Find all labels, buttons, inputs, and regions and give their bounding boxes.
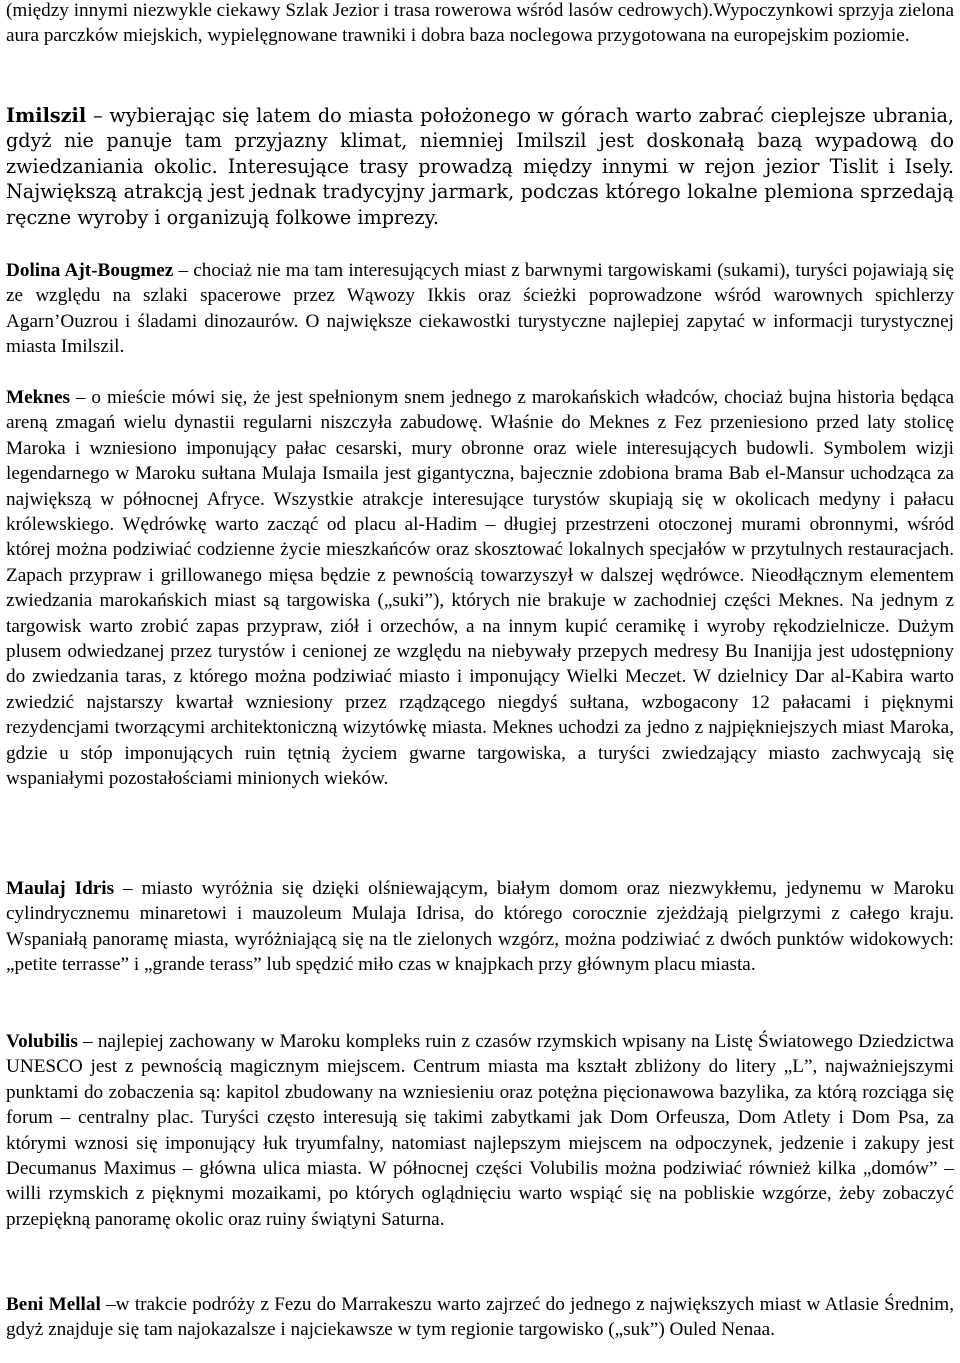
paragraph-text: – miasto wyróżnia się dzięki olśniewającym, białym domom oraz niezwykłemu, jedynemu w Maroku cylindrycznemu minaretowi i mauzoleum Mulaja Idrisa, do którego corocznie zjeżdżają pielgrzymi z całego kraju. Wspaniałą panoramę miasta, wyróżniającą się na tle zielonych wzgórz, można podziwiać z dwóch punktów widokowych: „petite terrasse” i „grande terass” lub spędzić miło czas w knajpkach przy głównym placu miasta. — [6, 878, 954, 976]
paragraph-lead: Volubilis — [6, 1031, 78, 1052]
paragraph-lead: Imilszil — [6, 104, 87, 127]
paragraph-beni-mellal — [6, 1292, 954, 1343]
paragraph-text: –w trakcie podróży z Fezu do Marrakeszu warto zajrzeć do jednego z największych miast w Atlasie Średnim, gdyż znajduje się tam najokazalsze i najciekawsze w tym regionie targowisko („suk”) Ouled Nenaa. — [6, 1294, 954, 1341]
paragraph-maulaj-idris — [6, 876, 954, 978]
paragraph-meknes — [6, 385, 954, 792]
paragraph-lead: Maulaj Idris — [6, 878, 115, 899]
paragraph-text: – wybierając się latem do miasta położonego w górach warto zabrać cieplejsze ubrania, gdyż nie panuje tam przyjazny klimat, niemniej Imilszil jest doskonałą bazą wypadową do zwiedzaniania okolic. Interesujące trasy prowadzą między innymi w rejon jezior Tislit i Isely. Największą atrakcją jest jednak tradycyjny jarmark, podczas którego lokalne plemiona sprzedają ręczne wyroby i organizują folkowe imprezy. — [6, 104, 954, 229]
paragraph-text: – najlepiej zachowany w Maroku kompleks ruin z czasów rzymskich wpisany na Listę Światowego Dziedzictwa UNESCO jest z pewnością magicznym miejscem. Centrum miasta ma kształt zbliżony do litery „L”, najważniejszymi punktami do zobaczenia są: kapitol zbudowany na wzniesieniu oraz potężna pięcionawowa bazylika, za którą rozciąga się forum – centralny plac. Turyści często interesują się takimi zabytkami jak Dom Orfeusza, Dom Atlety i Dom Psa, za którymi wznosi się imponujący łuk tryumfalny, natomiast najlepszym miejscem na odpoczynek, jedzenie i zakupy jest Decumanus Maximus – główna ulica miasta. W północnej części Volubilis można podziwiać również kilka „domów” – willi rzymskich z pięknymi mozaikami, po których oglądnięciu warto wspiąć się na pobliskie wzgórze, żeby zobaczyć przepiękną panoramę okolic oraz ruiny świątyni Saturna. — [6, 1031, 954, 1230]
paragraph-lead: Beni Mellal — [6, 1294, 101, 1315]
paragraph-volubilis — [6, 1029, 954, 1232]
paragraph-text: (między innymi niezwykle ciekawy Szlak Jezior i trasa rowerowa wśród lasów cedrowych).Wypoczynkowi sprzyja zielona aura parczków miejskich, wypielęgnowane trawniki i dobra baza noclegowa przygotowana na europejskim poziomie. — [6, 0, 954, 47]
paragraph-imilszil — [6, 103, 954, 230]
paragraph-lead: Dolina Ajt-Bougmez — [6, 260, 174, 281]
paragraph-intro — [6, 0, 954, 49]
paragraph-lead: Meknes — [6, 387, 70, 408]
paragraph-text: – o mieście mówi się, że jest spełnionym snem jednego z marokańskich władców, chociaż bujna historia będąca areną zmagań wielu dynastii regularni niszczyła zabudowę. Właśnie do Meknes z Fez przeniesiono przed laty stolicę Maroka i wzniesiono imponujący pałac cesarski, mury obronne oraz wiele interesujących budowli. Symbolem wizji legendarnego w Maroku sułtana Mulaja Ismaila jest gigantyczna, bajecznie zdobiona brama Bab el-Mansur uchodząca za największą w północnej Afryce. Wszystkie atrakcje interesujące turystów skupiają się w okolicach medyny i pałacu królewskiego. Wędrówkę warto zacząć od placu al-Hadim – długiej przestrzeni otoczonej murami obronnymi, wśród której można podziwiać codzienne życie mieszkańców oraz skosztować lokalnych specjałów w przytulnych restauracjach. Zapach przypraw i grillowanego mięsa będzie z pewnością towarzyszył w dalszej wędrówce. Nieodłącznym elementem zwiedzania marokańskich miast są targowiska („suki”), których nie brakuje w zachodniej części Meknes. Na jednym z targowisk warto zrobić zapas przypraw, ziół i orzechów, a na innym kupić ceramikę i wyroby rękodzielnicze. Dużym plusem odwiedzanej przez turystów i cenionej ze względu na niebywały przepych medresy Bu Inanijja jest udostępniony do zwiedzania taras, z którego można podziwiać miasto i imponujący Wielki Meczet. W dzielnicy Dar al-Kabira warto zwiedzić najstarszy kwartał wzniesiony przez rządzącego niegdyś sułtana, wzbogacony 12 pałacami i pięknymi rezydencjami tworzącymi architektoniczną wizytówkę miasta. Meknes uchodzi za jedno z najpiękniejszych miast Maroka, gdzie u stóp imponujących ruin tętnią życiem gwarne targowiska, a turyści zwiedzający miasto zachwycają się wspaniałymi pozostałościami minionych wieków. — [6, 387, 954, 790]
paragraph-text: – chociaż nie ma tam interesujących miast z barwnymi targowiskami (sukami), turyści pojawiają się ze względu na szlaki spacerowe przez Wąwozy Ikkis oraz ścieżki poprowadzone wśród warownych spichlerzy Agarn’Ouzrou i śladami dinozaurów. O największe ciekawostki turystyczne najlepiej zapytać w informacji turystycznej miasta Imilszil. — [6, 260, 954, 358]
paragraph-dolina — [6, 258, 954, 360]
